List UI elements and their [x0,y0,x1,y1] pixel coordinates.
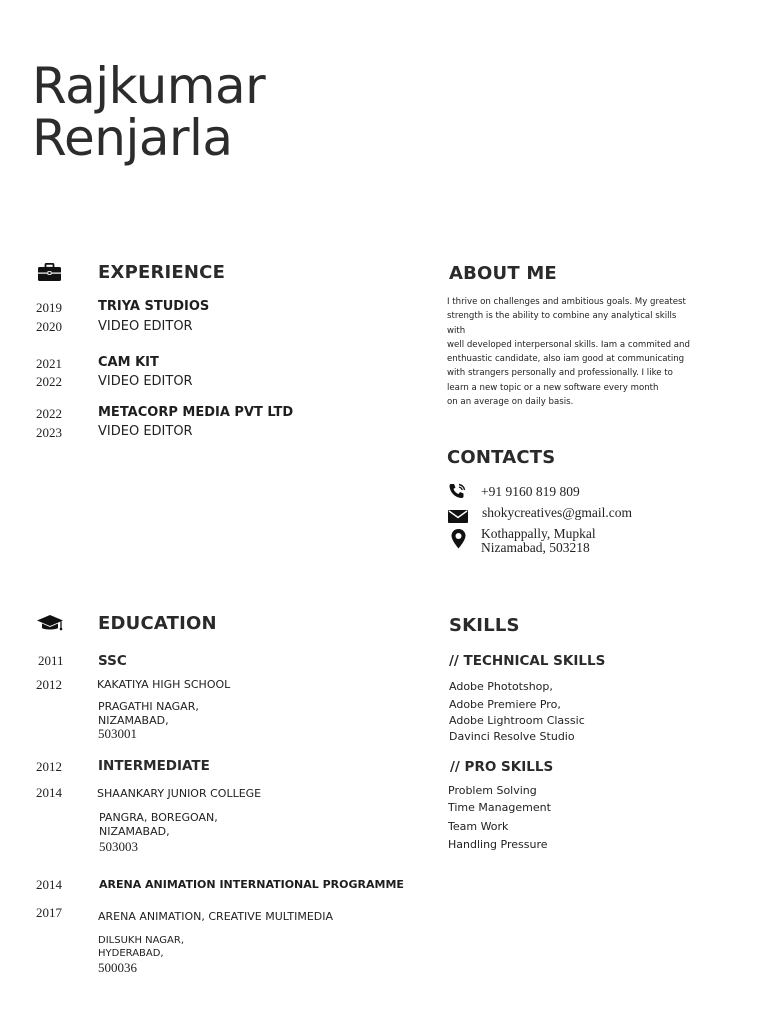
exp-3-end: 2023 [36,425,62,440]
about-line: on an average on daily basis. [447,397,574,408]
edu-2-degree: INTERMEDIATE [98,758,210,774]
about-line: enthuastic candidate, also iam good at communicating [447,354,685,365]
technical-skill-item: Adobe Phototshop, [449,680,553,693]
edu-3-start: 2014 [36,877,62,892]
contact-phone: +91 9160 819 809 [481,484,580,499]
edu-1-end: 2012 [36,677,62,692]
contacts-title: CONTACTS [447,447,556,468]
pro-skill-item: Team Work [448,820,509,833]
last-name: Renjarla [32,109,233,167]
edu-2-institution: SHAANKARY JUNIOR COLLEGE [97,787,262,800]
about-title: ABOUT ME [449,263,557,284]
skills-title: SKILLS [449,615,520,636]
pro-skill-item: Problem Solving [448,784,537,797]
edu-3-end: 2017 [36,905,62,920]
about-line: learn a new topic or a new software every month [447,382,659,393]
about-line: strength is the ability to combine any analytical skills with [447,311,677,336]
edu-2-address-line2: NIZAMABAD, [99,825,170,838]
exp-1-role: VIDEO EDITOR [98,319,193,334]
exp-3-role: VIDEO EDITOR [98,424,193,439]
edu-2-address-line1: PANGRA, BOREGOAN, [99,811,218,824]
edu-2-start: 2012 [36,759,62,774]
exp-2-company: CAM KIT [98,355,159,370]
technical-skill-item: Adobe Lightroom Classic [449,714,585,727]
edu-3-institution: ARENA ANIMATION, CREATIVE MULTIMEDIA [98,910,334,923]
graduation-cap-icon [36,614,64,637]
exp-2-end: 2022 [36,374,62,389]
exp-3-start: 2022 [36,406,62,421]
edu-3-degree: ARENA ANIMATION INTERNATIONAL PROGRAMME [99,878,404,891]
about-line: well developed interpersonal skills. Iam a commited and [447,339,690,350]
exp-2-role: VIDEO EDITOR [98,374,193,389]
edu-1-pin: 503001 [98,726,137,741]
first-name: Rajkumar [32,57,266,115]
edu-1-start: 2011 [38,653,64,668]
contact-email: shokycreatives@gmail.com [482,505,633,520]
edu-1-degree: SSC [98,653,127,669]
contact-address-line2: Nizamabad, 503218 [481,540,590,555]
contact-address-line1: Kothappally, Mupkal [481,526,596,541]
edu-3-address-line1: DILSUKH NAGAR, [98,935,185,946]
edu-1-address-line2: NIZAMABAD, [98,714,169,727]
phone-icon [448,483,467,504]
edu-3-pin: 500036 [98,960,137,975]
exp-1-end: 2020 [36,319,62,334]
about-text [447,295,697,409]
edu-1-address-line1: PRAGATHI NAGAR, [98,700,199,713]
pro-skill-item: Handling Pressure [448,838,548,851]
edu-2-pin: 503003 [99,839,138,854]
exp-3-company: METACORP MEDIA PVT LTD [98,405,294,420]
edu-1-institution: KAKATIYA HIGH SCHOOL [97,678,231,691]
about-line: with strangers personally and professionally. I like to [447,368,673,379]
exp-1-start: 2019 [36,300,62,315]
edu-2-end: 2014 [36,785,62,800]
mail-icon [448,510,468,528]
technical-skills-title: // TECHNICAL SKILLS [449,653,606,669]
exp-1-company: TRIYA STUDIOS [98,299,210,314]
education-title: EDUCATION [98,613,217,634]
technical-skill-item: Davinci Resolve Studio [449,730,575,743]
briefcase-icon [38,263,61,286]
technical-skill-item: Adobe Premiere Pro, [449,698,561,711]
pro-skill-item: Time Management [448,801,551,814]
edu-3-address-line2: HYDERABAD, [98,948,164,959]
location-pin-icon [451,529,466,554]
pro-skills-title: // PRO SKILLS [450,759,554,775]
about-line: I thrive on challenges and ambitious goals. My greatest [447,297,686,307]
experience-title: EXPERIENCE [98,262,226,283]
exp-2-start: 2021 [36,356,62,371]
